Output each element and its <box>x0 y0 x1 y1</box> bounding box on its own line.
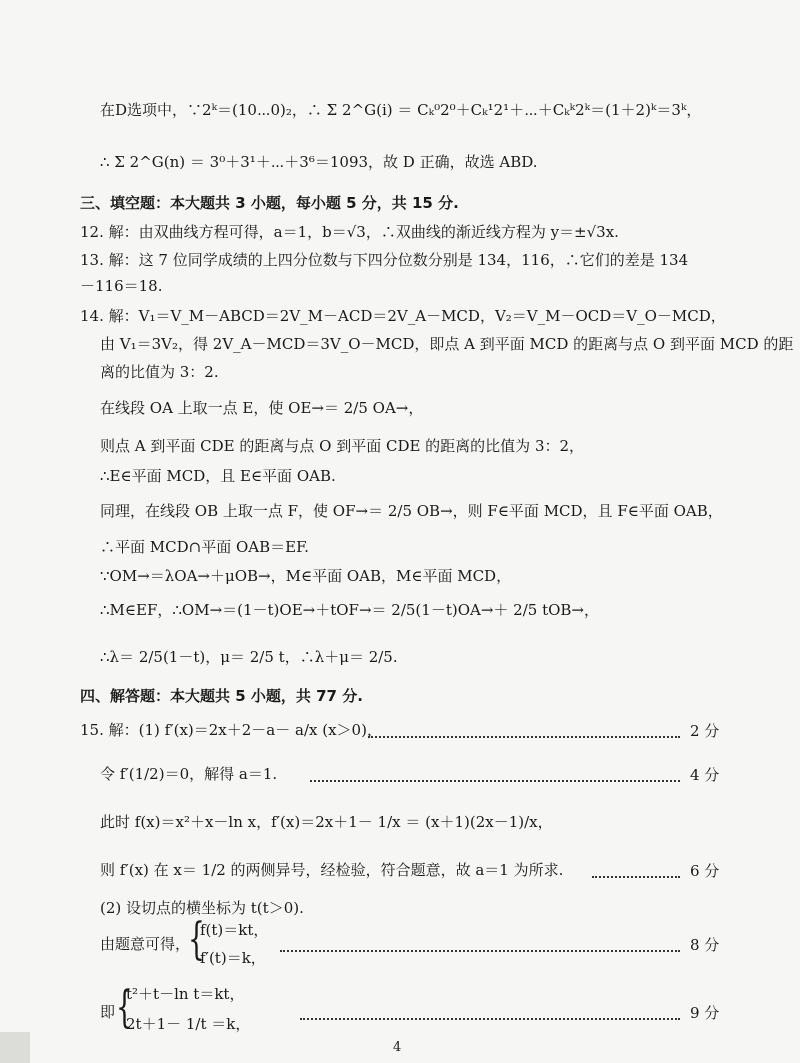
left-brace: { <box>116 982 133 1033</box>
answer-14-line4: 在线段 OA 上取一点 E，使 OE→＝ 2/5 OA→， <box>100 399 424 417</box>
system-eq-1: f(t)＝kt， <box>200 921 269 939</box>
dot-leader <box>300 1018 680 1020</box>
answer-14-line11: ∴λ＝ 2/5(1－t)，μ＝ 2/5 t，∴λ＋μ＝ 2/5. <box>100 648 398 666</box>
dot-leader <box>368 736 680 738</box>
score-mark: 2 分 <box>690 722 720 740</box>
answer-15-given: 由题意可得， <box>100 935 191 953</box>
answer-13-line2: －116＝18. <box>80 277 163 295</box>
dot-leader <box>280 950 680 952</box>
answer-13-line1: 13. 解：这 7 位同学成绩的上四分位数与下四分位数分别是 134，116，∴它们的差是 134 <box>80 251 689 269</box>
line-option-d: 在D选项中，∵2ᵏ＝(10⋯0)₂，∴ Σ 2^G(i) ＝ Cₖ⁰2⁰＋Cₖ¹2¹＋⋯＋Cₖᵏ2ᵏ＝(1＋2)ᵏ＝3ᵏ， <box>100 101 702 119</box>
page-number: 4 <box>393 1040 402 1055</box>
section-heading-fill-blank: 三、填空题：本大题共 3 小题，每小题 5 分，共 15 分. <box>80 194 459 212</box>
answer-14-line1: 14. 解：V₁＝V_M－ABCD＝2V_M－ACD＝2V_A－MCD，V₂＝V_M－OCD＝V_O－MCD， <box>80 307 726 325</box>
dot-leader <box>592 876 680 878</box>
answer-14-line7: 同理，在线段 OB 上取一点 F，使 OF→＝ 2/5 OB→，则 F∈平面 MCD，且 F∈平面 OAB， <box>100 502 723 520</box>
dot-leader <box>310 780 680 782</box>
answer-15-thus: 即 <box>100 1003 116 1021</box>
answer-15-part2: (2) 设切点的横坐标为 t(t＞0). <box>100 899 304 917</box>
answer-14-line3: 离的比值为 3：2. <box>100 363 219 381</box>
answer-15-line2: 令 f′(1/2)＝0，解得 a＝1. <box>100 765 278 783</box>
answer-14-line8: ∴平面 MCD∩平面 OAB＝EF. <box>100 538 309 556</box>
left-brace: { <box>188 914 205 965</box>
answer-15-line1: 15. 解：(1) f′(x)＝2x＋2－a－ a/x (x＞0)， <box>80 721 382 739</box>
section-heading-solutions: 四、解答题：本大题共 5 小题，共 77 分. <box>80 687 363 705</box>
system-eq-3: t²＋t－ln t＝kt， <box>126 985 245 1003</box>
answer-14-line9: ∵OM→＝λOA→＋μOB→，M∈平面 OAB，M∈平面 MCD， <box>100 567 512 585</box>
corner-shadow <box>0 1032 30 1063</box>
answer-14-line6: ∴E∈平面 MCD，且 E∈平面 OAB. <box>100 467 336 485</box>
answer-14-line10: ∴M∈EF，∴OM→＝(1－t)OE→＋tOF→＝ 2/5(1－t)OA→＋ 2/5 tOB→， <box>100 601 599 619</box>
score-mark: 4 分 <box>690 766 720 784</box>
system-eq-2: f′(t)＝k， <box>200 949 266 967</box>
answer-15-line4: 则 f′(x) 在 x＝ 1/2 的两侧异号，经检验，符合题意，故 a＝1 为所求. <box>100 861 564 879</box>
system-eq-4: 2t＋1－ 1/t ＝k， <box>126 1015 251 1033</box>
line-conclusion-abd: ∴ Σ 2^G(n) ＝ 3⁰＋3¹＋⋯＋3⁶＝1093，故 D 正确，故选 ABD. <box>100 153 538 171</box>
score-mark: 9 分 <box>690 1004 720 1022</box>
answer-15-line3: 此时 f(x)＝x²＋x－ln x，f′(x)＝2x＋1－ 1/x ＝ (x＋1)(2x－1)/x， <box>100 813 553 831</box>
score-mark: 8 分 <box>690 936 720 954</box>
answer-14-line5: 则点 A 到平面 CDE 的距离与点 O 到平面 CDE 的距离的比值为 3：2， <box>100 437 585 455</box>
answer-14-line2: 由 V₁＝3V₂，得 2V_A－MCD＝3V_O－MCD，即点 A 到平面 MCD 的距离与点 O 到平面 MCD 的距 <box>100 335 794 353</box>
answer-12: 12. 解：由双曲线方程可得，a＝1，b＝√3，∴双曲线的渐近线方程为 y＝±√3x. <box>80 223 619 241</box>
score-mark: 6 分 <box>690 862 720 880</box>
